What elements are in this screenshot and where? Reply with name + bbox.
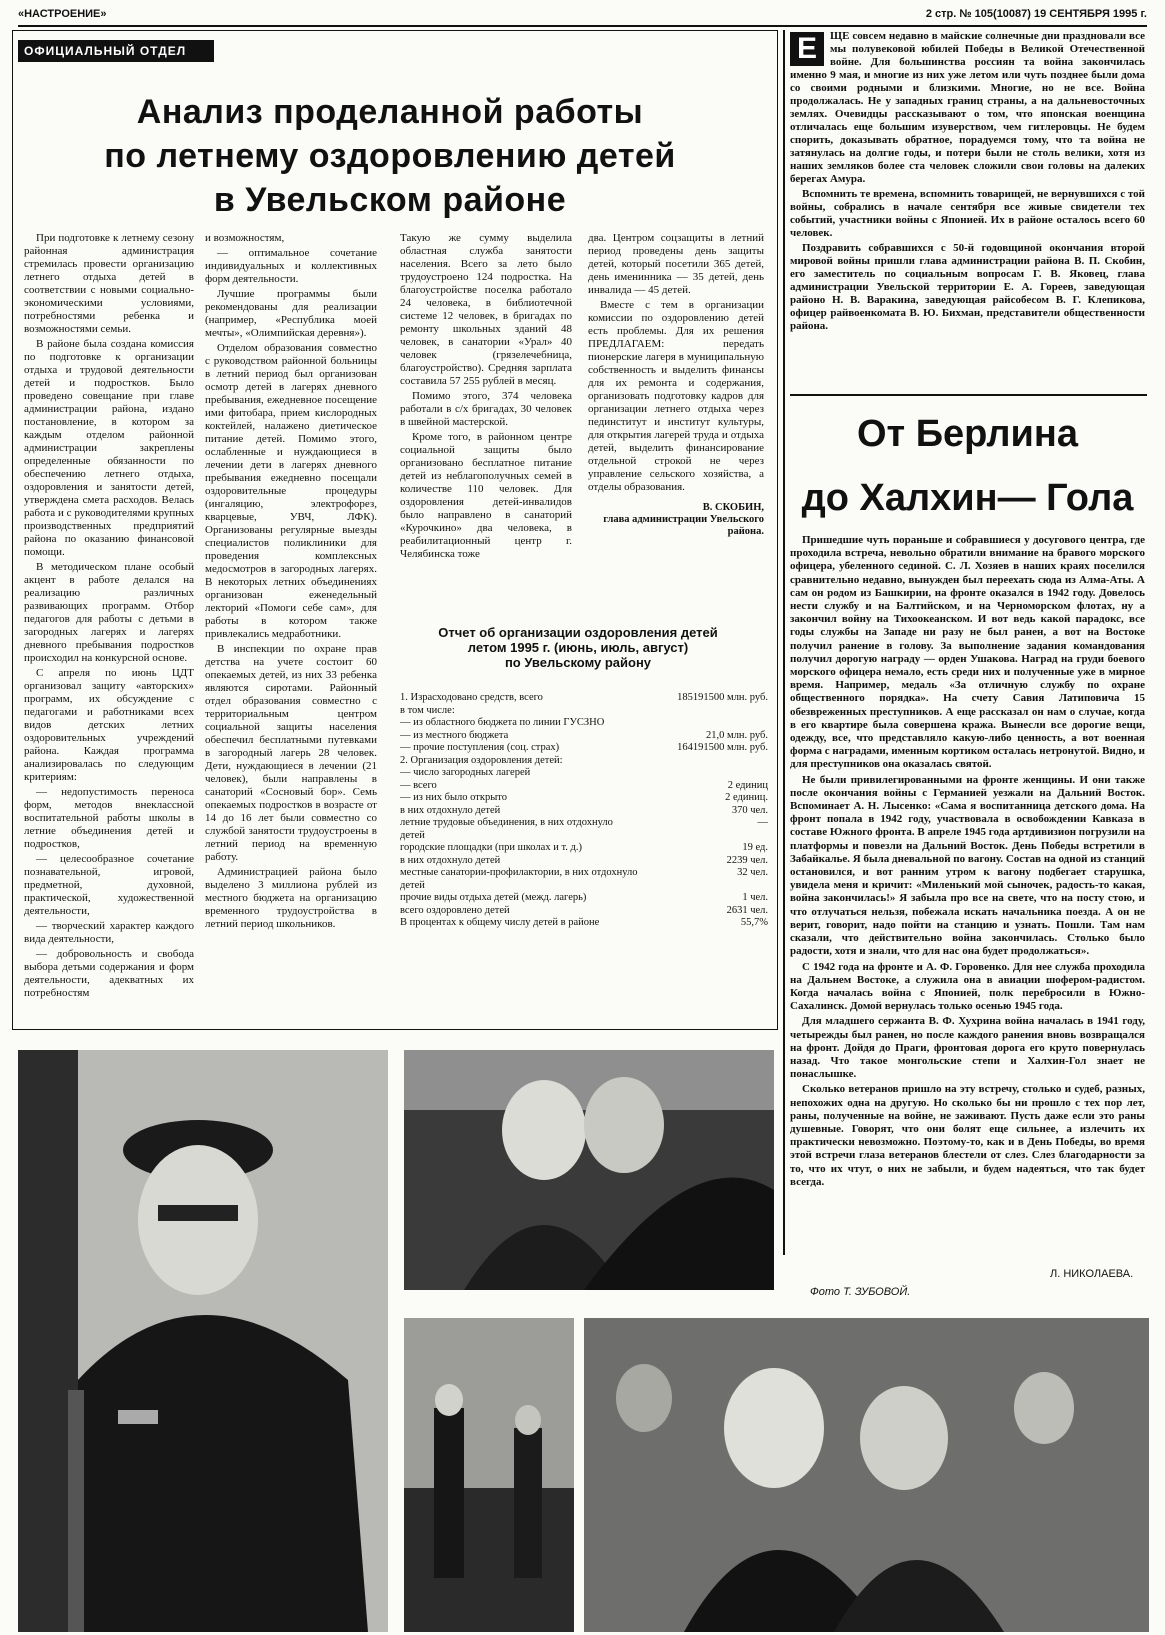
signature — [588, 502, 764, 538]
veterans-outdoor-shapes — [404, 1318, 574, 1632]
report-row-label: в том числе: — [400, 704, 455, 716]
article2-title-line: до Халхин— Гола — [801, 477, 1134, 519]
report-row — [400, 755, 768, 768]
article2-body — [790, 534, 1145, 1191]
article1-column-1 — [24, 232, 194, 1002]
paragraph: Пришедшие чуть пораньше и собравшиеся у досугового центра, где проходила встреча, невольно обратили внимание на бравого морского офицера, убеленного сединой. С. Л. Хозяев в наших краях поселился сравнительно недавно, вынужден был переехать сюда из Алма-Аты. А сам он родом из Башкирии, на фронте оказался в 1942 году. Довелось нести службу и на Балтийском, и на Черноморском флотах, ну а закончил войну на Тихоокеанском. И вот ведь какой парадокс, все годы службы на Западе ни разу не был ранен, а вот на Востоке получил ранение в голову. За выполнение задания командования получил дорогую награду — орден Ушакова. Наград на груди боевого морского офицера немало, есть среди них и полученные уже в мирное время. Например, медаль «За отличную службу по охране общественного порядка». На счету Савия Латиповича 15 обезвреженных преступников. А еще рассказал он нам о случае, когда в его квартире была совершена кража. Вынесли все дорогие вещи, одежду, все, что представляло какую-либо ценность, а вот военная форма с наградами, именным кортиком осталась нетронутой. Видно, и для преступников она оказалась святой. — [790, 534, 1145, 771]
paragraph: Вспомнить те времена, вспомнить товарищей, не вернувшихся с той войны, собрались в начале сентября все живые свидетели тех событий, участники войны с Японией. Их в районе осталось всего 60 человек. — [790, 188, 1145, 239]
paragraph: — оптимальное сочетание индивидуальных и коллективных форм деятельности. — [205, 247, 377, 285]
paragraph: — недопустимость переноса форм, методов внеклассной воспитательной работы школы в летние объединения детей и подростков, — [24, 786, 194, 850]
veteran-portrait-photo — [18, 1050, 388, 1632]
article1-title-line: Анализ проделанной работы — [136, 93, 644, 131]
paragraph: — добровольность и свобода выбора детьми содержания и форм деятельности, адекватных их потребностям — [24, 948, 194, 999]
article1-title — [40, 90, 740, 222]
veterans-meeting-photo — [404, 1050, 774, 1290]
paragraph: С апреля по июнь ЦДТ организовал защиту «авторских» программ, их обсуждение с педагогами и работниками всех видов детских летних оздоровительных учреждений района. Каждая программа анализировалась по следующим критериям: — [24, 667, 194, 783]
report-row — [400, 692, 768, 705]
paragraph: — целесообразное сочетание познавательной, игровой, предметной, духовной, практической, художественной деятельности, — [24, 853, 194, 917]
issue-info: 2 стр. № 105(10087) 19 СЕНТЯБРЯ 1995 г. — [925, 8, 1147, 20]
paragraph: В районе была создана комиссия по подготовке к организации отдыха и трудовой деятельности детей и подростков. Было проведено совещание при главе администрации района, издано постановление, в котором за каждым отделом районной администрации закреплены определенные обязанности по обеспечению летнего отдыха, оздоровления и занятости детей, утверждена смета расходов. Велась работа и с руководителями крупных производственных предприятий района по оказанию финансовой помощи. — [24, 338, 194, 558]
report-row-value: 2 единиц. — [725, 792, 768, 803]
report-row — [400, 855, 768, 868]
paragraph: Такую же сумму выделила областная служба занятости населения. Всего за лето было трудоустроено 124 подростка. На благоустройстве поселка работало 24 человека, в библиотечной системе 12 человек, в бригадах по ремонту школьных зданий 48 человек, в санатории «Урал» 40 человек (грязелечебница, благоустройство). Средняя зарплата составила 57 255 рублей в месяц. — [400, 232, 572, 387]
report-row-value: 21,0 млн. руб. — [706, 729, 768, 741]
column-divider — [783, 30, 785, 1255]
veteran-portrait-shapes — [18, 1050, 388, 1632]
report-row — [400, 730, 768, 743]
paragraph: Кроме того, в районном центре социальной защиты было организовано бесплатное питание детей из неблагополучных семей в количестве 110 человек. Для оздоровления детей-инвалидов было направлено в санаторий «Курочкино» два человека, в реабилитационный центр г. Челябинска тоже — [400, 431, 572, 560]
report-row-value: 2239 чел. — [726, 854, 768, 866]
paragraph: При подготовке к летнему сезону районная администрация стремилась провести организацию летнего отдыха детей в соответствии с новыми социально-экономическими условиями, потребностями ребенка и возможностями семьи. — [24, 232, 194, 335]
report-row-label: местные санатории-профилактории, в них отдохнуло детей — [400, 867, 638, 891]
newspaper-name: «НАСТРОЕНИЕ» — [18, 8, 107, 20]
article1-column-3 — [400, 232, 572, 563]
report-row-label: — из местного бюджета — [400, 729, 509, 741]
article2-author: Л. НИКОЛАЕВА. — [1050, 1268, 1134, 1280]
report-row-label: всего оздоровлено детей — [400, 904, 510, 916]
article2-title-line: От Берлина — [856, 413, 1079, 455]
article1-column-4 — [588, 232, 764, 538]
report-title-line: Отчет об организации оздоровления детей — [438, 625, 718, 640]
report-row — [400, 717, 768, 730]
report-title-line: летом 1995 г. (июнь, июль, август) — [467, 640, 689, 655]
report-row — [400, 805, 768, 818]
report-row — [400, 742, 768, 755]
report-row-value: 2631 чел. — [726, 904, 768, 916]
report-title-line: по Увельскому району — [504, 655, 652, 670]
dropcap: Е — [790, 32, 824, 66]
report-row — [400, 780, 768, 793]
report-row-value: — — [757, 817, 768, 828]
report-table — [400, 692, 768, 930]
page-header — [18, 8, 1147, 24]
section-label: ОФИЦИАЛЬНЫЙ ОТДЕЛ — [18, 40, 214, 62]
paragraph: два. Центром соцзащиты в летний период проведены день защиты детей, который посетили 365 детей, день именинника — 35 детей, день инвалида — 45 детей. — [588, 232, 764, 296]
report-row-label: прочие виды отдыха детей (межд. лагерь) — [400, 892, 587, 903]
report-row — [400, 767, 768, 780]
paragraph: С 1942 года на фронте и А. Ф. Горовенко. Для нее служба проходила на Дальнем Востоке, а служила она в авиации шофером-радистом. Когда началась война с Японией, полк перебросили в Южно-Сахалинск. Домой вернулась только осенью 1945 года. — [790, 960, 1145, 1013]
report-row-label: — число загородных лагерей — [400, 767, 531, 778]
report-row — [400, 905, 768, 918]
veterans-crowd-shapes — [584, 1318, 1149, 1632]
signature-name: В. СКОБИН, — [702, 502, 764, 513]
report-row — [400, 917, 768, 930]
report-row-value: 2 единиц — [727, 779, 768, 791]
report-row-value: 164191500 млн. руб. — [677, 742, 768, 753]
report-row-label: городские площадки (при школах и т. д.) — [400, 842, 582, 853]
report-row-value: 185191500 млн. руб. — [677, 692, 768, 703]
article2-title — [790, 402, 1145, 530]
header-rule — [18, 25, 1147, 27]
report-title — [400, 625, 756, 670]
report-row — [400, 892, 768, 905]
report-row-label: — из областного бюджета по линии ГУСЗНО — [400, 717, 605, 728]
paragraph: Администрацией района было выделено 3 миллиона рублей из местного бюджета на организацию временного трудоустройства в летний период школьников. — [205, 866, 377, 930]
signature-role: глава администрации Увельского района. — [603, 514, 764, 537]
article1-column-2 — [205, 232, 377, 933]
report-row-label: — всего — [400, 779, 437, 791]
report-row — [400, 867, 768, 892]
paragraph: Для младшего сержанта В. Ф. Хухрина война началась в 1941 году, четырежды был ранен, но после каждого ранения вновь возвращался на фронт. Дойдя до Праги, фронтовая дорога его круто повернулась назад. Что такое монгольские степи и Халхин-Гол знает не понаслышке. — [790, 1015, 1145, 1081]
paragraph: В методическом плане особый акцент в работе делался на реализацию различных развивающих программ. Отбор педагогов для работы с детьми в загородных лагерях и лагерях дневного пребывания подростков происходил на конкурсной основе. — [24, 561, 194, 664]
paragraph: Отделом образования совместно с руководством районной больницы в летний период был организован осмотр детей в лагерях дневного пребывания, ежедневное посещение ими фитобара, прием кислородных коктейлей, налажено диетическое питание детей. Помимо этого, ослабленные и нуждающиеся в лечении дети в лагерях дневного пребывания ежедневно посещали оздоровительные процедуры (ингаляцию, электрофорез, кварцевые, УВЧ, ЛФК). Организованы регулярные выезды специалистов поликлиники для проведения комплексных медосмотров в загородных лагерях. В некоторых летних объединениях организован еженедельный лекторий «Помоги себе сам», для работы в котором также привлекались медработники. — [205, 342, 377, 640]
paragraph: Лучшие программы были рекомендованы для реализации (например, «Республика моей мечты», «Олимпийская деревня»). — [205, 288, 377, 339]
paragraph: — творческий характер каждого вида деятельности, — [24, 920, 194, 945]
report-row — [400, 792, 768, 805]
photo-credit: Фото Т. ЗУБОВОЙ. — [810, 1286, 911, 1298]
paragraph: В инспекции по охране прав детства на учете состоит 60 опекаемых детей, из них 33 ребенка являются сиротами. Районный отдел образования совместно с территориальным центром социальной защиты населения обеспечил бесплатными путевками в загородный лагерь 28 человек. Дети, нуждающиеся в лечении (21 человек), были направлены в санаторий «Сосновый бор». Семь опекаемых подростков в возрасте от 14 до 16 лет были совместно со службой занятости трудоустроены в летний период на временную работу. — [205, 643, 377, 863]
report-row-value: 370 чел. — [731, 804, 768, 816]
veterans-meeting-shapes — [404, 1050, 774, 1290]
article2-divider — [790, 394, 1147, 396]
report-row — [400, 842, 768, 855]
paragraph: ЩЕ совсем недавно в майские солнечные дни праздновали все мы полувековой юбилей Победы в Великой Отечественной войне. Для большинства россиян та война закончилась именно 9 мая, и многие из них уже летом или чуть позднее были дома со своими родными и близкими. Многие, но не все. Война продолжалась. Не у западных границ страны, а на дальневосточных землях. Очевидцы рассказывают о том, что японская военщина отличалась еще большим изуверством, чем гитлеровцы. Не будем спорить, доказывать обратное, порадуемся тому, что та война не затянулась на долгие годы, и потери были не столь велики, хотя из наших земляков более ста человек сложили свои головы на далеких берегах Амура. — [790, 30, 1145, 185]
report-row — [400, 705, 768, 718]
paragraph: Поздравить собравшихся с 50-й годовщиной окончания второй мировой войны пришли глава администрации района В. П. Скобин, его заместитель по социальным вопросам Г. В. Яковец, глава администрации Увельской территории Е. А. Гореев, заведующая районо Н. В. Варакина, заведующая райсобесом В. Г. Клепикова, офицер райвоенкомата В. Ю. Бихман, представители общественности района. — [790, 242, 1145, 332]
paragraph: Вместе с тем в организации комиссии по оздоровлению детей есть проблемы. Для их решения ПРЕДЛАГАЕМ: передать пионерские лагеря в муниципальную собственность и выделить финансы для их ремонта и содержания, организовать подготовку кадров для организации летнего отдыха через пединститут и институт культуры, для открытия лагерей труда и отдыха детей, выделить финансирование отдельной строкой не через управление сельского хозяйства, а отделы образования. — [588, 299, 764, 493]
report-row-label: в них отдохнуло детей — [400, 804, 501, 816]
report-row-label: в них отдохнуло детей — [400, 854, 501, 866]
report-row-value: 19 ед. — [742, 842, 768, 853]
article1-title-line: в Увельском районе — [213, 181, 567, 219]
report-row-label: 2. Организация оздоровления детей: — [400, 754, 563, 766]
report-row-label: летние трудовые объединения, в них отдохнуло детей — [400, 817, 613, 841]
paragraph: Не были привилегированными на фронте женщины. И они также после окончания войны с Германией уезжали на Дальний Восток. Вспоминает А. Н. Лысенко: «Сама я воспитанница детского дома. На фронт попала в 1942 году, участвовала в освобождении Кавказа в составе Южного фронта. В апреле 1945 года артдивизион погрузили на платформы и повезли на Дальний Восток. День Победы встретили в Забайкалье. Я была дневальной по вагону. Состав на одной из станций остановился, и вот ранним утром к вагону подбегает старушка, увидела меня и кричит: «Миленький мой сыночек, радость-то какая, война закончилась!» Я забыла про все на свете, что на посту стою, и что отлучаться нельзя, побежала искать начальника поезда. А он не верит, говорит, надо пойти на станцию и узнать. Пошли. Там нам сказали, что действительно война закончилась. Столько было радости, хотя и знали, что для нас она будет продолжаться». — [790, 773, 1145, 958]
veterans-outdoor-photo — [404, 1318, 574, 1632]
report-row-label: В процентах к общему числу детей в районе — [400, 917, 600, 928]
report-row-label: — прочие поступления (соц. страх) — [400, 742, 560, 753]
report-row-label: 1. Израсходовано средств, всего — [400, 692, 543, 703]
article1-title-line: по летнему оздоровлению детей — [104, 137, 676, 175]
report-row — [400, 817, 768, 842]
report-row-value: 32 чел. — [737, 867, 768, 878]
report-row-value: 55,7% — [740, 917, 768, 928]
paragraph: Сколько ветеранов пришло на эту встречу, столько и судеб, разных, непохожих одна на другую. Но сколько бы ни прошло с тех пор лет, раны, полученные на войне, не заживают. Пусть даже если это раны душевные. Говорят, что они болят еще сильнее, а излечить их практически невозможно. Поэтому-то, как и в День Победы, во время этой встречи глаза ветеранов блестели от слез. Слез благодарности за то, что их чтут, о них не забыли, и будем надеяться, что так будет всегда. — [790, 1083, 1145, 1188]
report-row-label: — из них было открыто — [400, 792, 507, 803]
paragraph: Помимо этого, 374 человека работали в с/х бригадах, 30 человек в швейной мастерской. — [400, 390, 572, 428]
report-row-value: 1 чел. — [742, 892, 768, 903]
article2-intro — [790, 30, 1145, 335]
paragraph: и возможностям, — [205, 232, 285, 244]
veterans-crowd-photo — [584, 1318, 1149, 1632]
